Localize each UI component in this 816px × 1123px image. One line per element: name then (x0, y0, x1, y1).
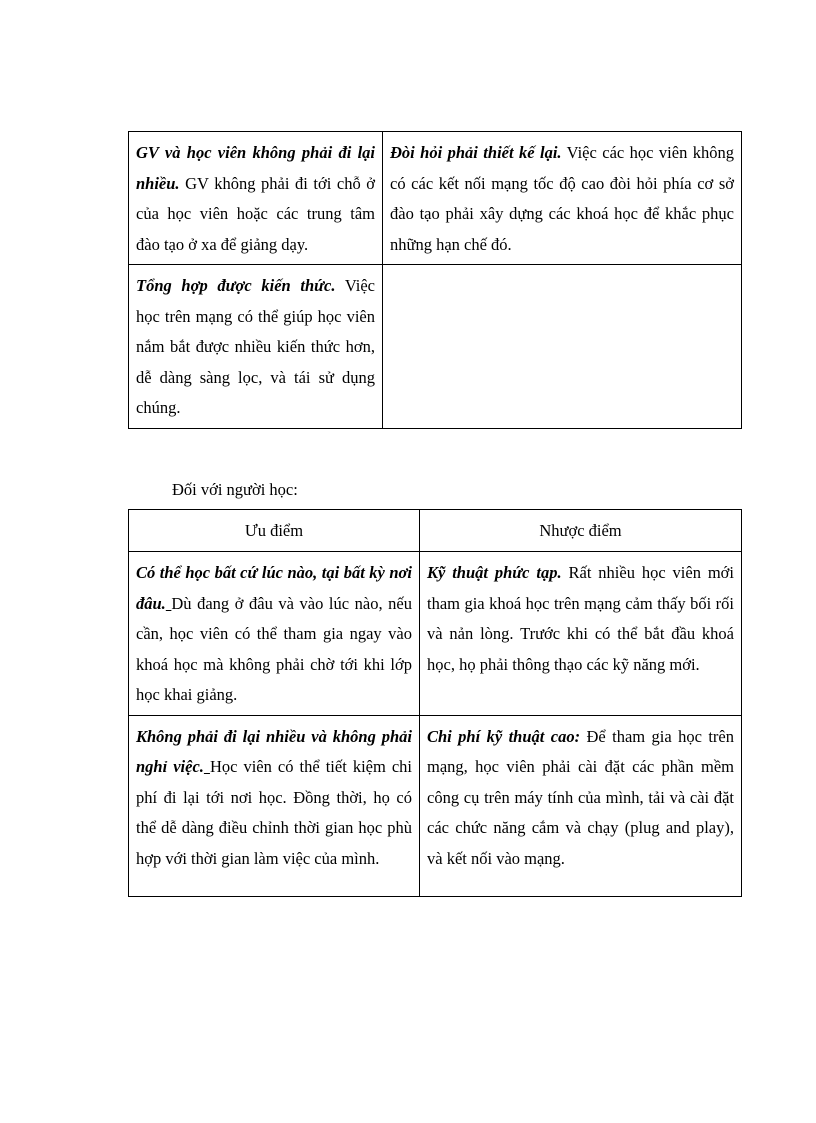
cell-body-text: Học viên có thể tiết kiệm chi phí đi lại tới nơi học. Đồng thời, họ có thể dễ dàng điều chỉnh thời gian học phù hợp với thời gian làm việc của mình. (136, 757, 413, 868)
table-row (129, 715, 742, 896)
cell-lead-text: Không phải đi lại nhiều và không phải nghỉ việc. (136, 726, 412, 776)
cell-lead-text: Chi phí kỹ thuật cao: (427, 726, 581, 746)
table-cell-advantage (129, 715, 420, 896)
cell-lead-text: Có thể học bất cứ lúc nào, tại bất kỳ nơi đâu. (136, 563, 412, 613)
table-cell-disadvantage (420, 715, 742, 896)
table-row (129, 265, 742, 429)
cell-lead-text: Đòi hỏi phải thiết kế lại. (390, 143, 562, 162)
table-cell-disadvantage (420, 552, 742, 716)
cell-body-text: Việc các học viên không có các kết nối mạng tốc độ cao đòi hỏi phía cơ sở đào tạo phải xây dựng các khoá học để khắc phục những hạn chế đó. (390, 143, 734, 254)
table-cell-advantage (129, 552, 420, 716)
table-header-row (129, 510, 742, 552)
cell-lead-text: GV và học viên không phải đi lại nhiều. (136, 143, 375, 193)
table-cell-advantage (129, 265, 383, 429)
table-cell-disadvantage (383, 265, 742, 429)
cell-lead-text: Tổng hợp được kiến thức. (136, 276, 336, 295)
table-row (129, 552, 742, 716)
comparison-table-continued (128, 131, 742, 429)
section-intro-text: Đối với người học: (172, 480, 298, 499)
cell-lead-text: Kỹ thuật phức tạp. (427, 563, 562, 582)
cell-body-text: Dù đang ở đâu và vào lúc nào, nếu cần, học viên có thể tham gia ngay vào khoá học mà không phải chờ tới khi lớp học khai giảng. (136, 593, 412, 704)
cell-body-text: Việc học trên mạng có thể giúp học viên nắm bắt được nhiều kiến thức hơn, dễ dàng sàng lọc, và tái sử dụng chúng. (136, 276, 375, 417)
table-cell-advantage (129, 132, 383, 265)
cell-body-text: Rất nhiều học viên mới tham gia khoá học trên mạng cảm thấy bối rối và nản lòng. Trước khi có thể bắt đầu khoá học, họ phải thông thạo các kỹ năng mới. (427, 563, 734, 674)
table-row (129, 132, 742, 265)
cell-body-text: Để tham gia học trên mạng, học viên phải cài đặt các phần mềm công cụ trên máy tính của mình, tải và cài đặt các chức năng cắm và chạy (plug and play), và kết nối vào mạng. (427, 726, 734, 868)
header-disadvantages: Nhược điểm (420, 510, 742, 552)
learner-comparison-table (128, 509, 742, 897)
header-advantages: Ưu điểm (129, 510, 420, 552)
table-cell-disadvantage (383, 132, 742, 265)
cell-body-text: GV không phải đi tới chỗ ở của học viên hoặc các trung tâm đào tạo ở xa để giảng dạy. (136, 173, 375, 254)
